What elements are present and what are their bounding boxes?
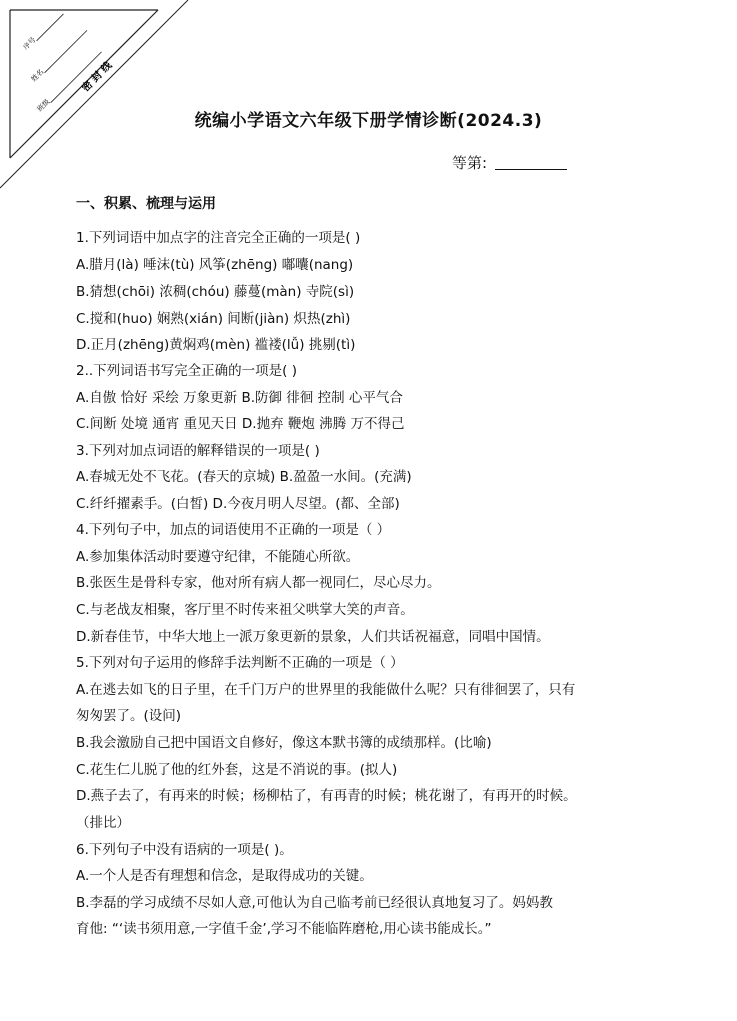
question-4: 4.下列句子中，加点的词语使用不正确的一项是（ ）	[76, 522, 391, 538]
q4-option-a: A.参加集体活动时要遵守纪律，不能随心所欲。	[76, 549, 360, 565]
q1-option-d: D.正月(zhēng)黄焖鸡(mèn) 褴褛(lǚ) 挑剔(tì)	[76, 337, 356, 353]
section-title: 一、积累、梳理与运用	[76, 196, 216, 212]
q5-option-b: B.我会激励自己把中国语文自修好，像这本默书簿的成绩那样。(比喻)	[76, 735, 492, 751]
grade-label: 等第:	[452, 154, 488, 172]
question-3: 3.下列对加点词语的解释错误的一项是( )	[76, 443, 320, 459]
q6-option-b-cont: 育他: “‘读书须用意,一字值千金’,学习不能临阵磨枪,用心读书能成长。”	[76, 921, 492, 937]
question-1: 1.下列词语中加点字的注音完全正确的一项是( )	[76, 230, 361, 246]
q1-option-b: B.猜想(chōi) 浓稠(chóu) 藤蔓(màn) 寺院(sì)	[76, 284, 355, 300]
q2-options-cd: C.间断 处境 通宵 重见天日 D.抛弃 鞭炮 沸腾 万不得己	[76, 416, 405, 432]
grade-field	[452, 152, 567, 173]
question-2: 2..下列词语书写完全正确的一项是( )	[76, 363, 297, 379]
seal-line-text: 密 封 线	[80, 60, 115, 95]
q2-options-ab: A.自傲 恰好 采绘 万象更新 B.防御 徘徊 控制 心平气合	[76, 390, 403, 406]
corner-diagonal-outer	[0, 0, 188, 188]
grade-blank[interactable]	[495, 155, 567, 170]
question-6: 6.下列句子中没有语病的一项是( )。	[76, 842, 293, 858]
q5-option-c: C.花生仁儿脱了他的红外套，这是不消说的事。(拟人)	[76, 762, 398, 778]
q6-option-b: B.李磊的学习成绩不尽如人意,可他认为自己临考前已经很认真地复习了。妈妈教	[76, 895, 553, 911]
binding-strip	[0, 0, 200, 200]
q5-option-a-cont: 匆匆罢了。(设问)	[76, 708, 182, 724]
q4-option-b: B.张医生是骨科专家，他对所有病人都一视同仁，尽心尽力。	[76, 575, 441, 591]
q1-option-c: C.搅和(huo) 娴熟(xián) 间断(jiàn) 炽热(zhì)	[76, 311, 351, 327]
q3-options-cd: C.纤纤擢素手。(白皙) D.今夜月明人尽望。(都、全部)	[76, 496, 400, 512]
page-title: 统编小学语文六年级下册学情诊断(2024.3)	[194, 111, 543, 131]
q3-options-ab: A.春城无处不飞花。(春天的京城) B.盈盈一水间。(充满)	[76, 469, 412, 485]
field-label-class: 班级	[35, 97, 52, 114]
q4-option-d: D.新春佳节，中华大地上一派万象更新的景象，人们共话祝福意，同唱中国情。	[76, 629, 550, 645]
field-label-number: 序号	[21, 35, 38, 52]
q5-option-d: D.燕子去了，有再来的时候；杨柳枯了，有再青的时候；桃花谢了，有再开的时候。	[76, 788, 577, 804]
q1-option-a: A.腊月(là) 唾沫(tù) 风筝(zhēng) 嘟囔(nang)	[76, 257, 354, 273]
q5-option-a: A.在逃去如飞的日子里，在千门万户的世界里的我能做什么呢？只有徘徊罢了，只有	[76, 682, 576, 698]
q5-option-d-cont: （排比）	[76, 815, 130, 831]
field-label-name: 姓名	[29, 67, 46, 84]
question-5: 5.下列对句子运用的修辞手法判断不正确的一项是（ ）	[76, 655, 404, 671]
q6-option-a: A.一个人是否有理想和信念，是取得成功的关键。	[76, 868, 373, 884]
q4-option-c: C.与老战友相聚，客厅里不时传来祖父哄掌大笑的声音。	[76, 602, 414, 618]
